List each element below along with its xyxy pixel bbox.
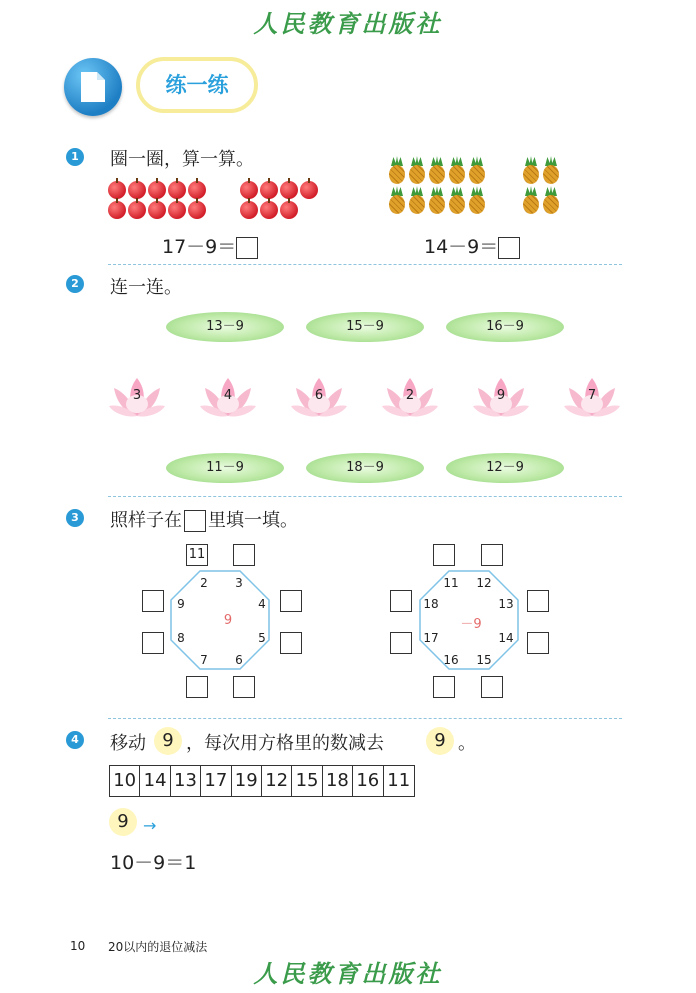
- publisher-footer: 人民教育出版社: [253, 959, 443, 988]
- question-number-1: 1: [66, 148, 84, 166]
- apple-icon: [188, 181, 206, 199]
- lotus-number: 6: [314, 388, 324, 403]
- apple-icon: [148, 181, 166, 199]
- pineapple-icon: [428, 186, 446, 214]
- q3-prompt-before: 照样子在: [110, 510, 182, 531]
- answer-box[interactable]: [142, 632, 164, 654]
- sequence-cell: 10: [110, 766, 140, 796]
- answer-box[interactable]: [390, 590, 412, 612]
- octagon-number: 15: [476, 653, 492, 667]
- chapter-title: 20以内的退位减法: [108, 940, 208, 954]
- q4-prompt-end: 。: [458, 733, 476, 754]
- apple-icon: [280, 201, 298, 219]
- apple-icon: [300, 181, 318, 199]
- leaf-expression[interactable]: 13－9: [166, 312, 284, 342]
- apple-icon: [260, 181, 278, 199]
- sequence-cell: 15: [292, 766, 322, 796]
- apple-group-2: [240, 181, 320, 219]
- apple-group-1: [108, 181, 208, 219]
- apple-icon: [280, 181, 298, 199]
- pineapple-icon: [542, 186, 560, 214]
- sequence-cell: 16: [353, 766, 383, 796]
- lotus-flower[interactable]: [108, 374, 166, 420]
- lotus-number: 4: [223, 388, 233, 403]
- pineapple-icon: [428, 156, 446, 184]
- pineapple-icon: [388, 186, 406, 214]
- q3-prompt-after: 里填一填。: [208, 510, 298, 531]
- example-answer-box: 11: [186, 544, 208, 566]
- answer-box[interactable]: [433, 676, 455, 698]
- sequence-cell: 11: [387, 770, 411, 791]
- divider: [108, 718, 622, 719]
- question-number-2: 2: [66, 275, 84, 293]
- sequence-cell: 13: [171, 766, 201, 796]
- number-sequence: [109, 765, 415, 797]
- question-number-3: 3: [66, 509, 84, 527]
- divider: [108, 496, 622, 497]
- apple-icon: [168, 181, 186, 199]
- octagon-number: 9: [177, 597, 185, 611]
- sequence-cell: 17: [201, 766, 231, 796]
- publisher-header: 人民教育出版社: [253, 9, 443, 38]
- pineapple-icon: [522, 156, 540, 184]
- q1-right-expr: 14－9＝: [424, 236, 499, 258]
- box-icon: [184, 510, 206, 532]
- lotus-number: 7: [587, 388, 597, 403]
- octagon-number: 18: [423, 597, 439, 611]
- leaf-expression[interactable]: 18－9: [306, 453, 424, 483]
- lotus-number: 3: [132, 388, 142, 403]
- apple-icon: [240, 181, 258, 199]
- lotus-flower[interactable]: [199, 374, 257, 420]
- octagon-number: 17: [423, 631, 439, 645]
- q3-prompt: [110, 506, 298, 532]
- apple-icon: [128, 201, 146, 219]
- octagon-number: 3: [235, 576, 243, 590]
- answer-box[interactable]: [527, 632, 549, 654]
- answer-box[interactable]: [390, 632, 412, 654]
- lotus-flower[interactable]: [290, 374, 348, 420]
- octagon-number: 7: [200, 653, 208, 667]
- octagon-number: 12: [476, 576, 492, 590]
- apple-icon: [188, 201, 206, 219]
- answer-box[interactable]: [236, 237, 258, 259]
- apple-icon: [148, 201, 166, 219]
- lotus-flower[interactable]: [563, 374, 621, 420]
- lotus-flower[interactable]: [381, 374, 439, 420]
- octagon-center: －9: [460, 617, 482, 632]
- pineapple-icon: [468, 156, 486, 184]
- octagon-center: 9: [223, 613, 233, 628]
- answer-box[interactable]: [433, 544, 455, 566]
- q4-example-equation: 10－9＝1: [110, 852, 197, 874]
- octagon-number: 8: [177, 631, 185, 645]
- section-title: 练一练: [136, 57, 258, 113]
- leaf-expression[interactable]: 16－9: [446, 312, 564, 342]
- octagon-number: 16: [443, 653, 459, 667]
- movable-number-circle[interactable]: 9: [109, 808, 137, 836]
- octagon-number: 13: [498, 597, 514, 611]
- answer-box[interactable]: [280, 632, 302, 654]
- apple-icon: [128, 181, 146, 199]
- q2-prompt: 连一连。: [110, 277, 182, 298]
- lotus-number: 9: [496, 388, 506, 403]
- answer-box[interactable]: [233, 544, 255, 566]
- answer-box[interactable]: [498, 237, 520, 259]
- number-circle: 9: [426, 727, 454, 755]
- page-number: 10: [70, 939, 86, 953]
- octagon-number: 11: [443, 576, 459, 590]
- lotus-flower[interactable]: [472, 374, 530, 420]
- pineapple-icon: [448, 186, 466, 214]
- pineapple-icon: [542, 156, 560, 184]
- divider: [108, 264, 622, 265]
- q1-left-expr: 17－9＝: [162, 236, 237, 258]
- answer-box[interactable]: [233, 676, 255, 698]
- answer-box[interactable]: [527, 590, 549, 612]
- answer-box[interactable]: [186, 676, 208, 698]
- answer-box[interactable]: [481, 544, 503, 566]
- apple-icon: [108, 201, 126, 219]
- leaf-expression[interactable]: 11－9: [166, 453, 284, 483]
- pineapple-icon: [468, 186, 486, 214]
- pineapple-icon: [408, 186, 426, 214]
- pineapple-icon: [448, 156, 466, 184]
- apple-icon: [260, 201, 278, 219]
- sequence-cell: 12: [262, 766, 292, 796]
- pineapple-icon: [408, 156, 426, 184]
- pineapple-icon: [388, 156, 406, 184]
- arrow-right-icon: →: [143, 816, 157, 835]
- sequence-cell: 19: [232, 766, 262, 796]
- sequence-cell: 14: [140, 766, 170, 796]
- pineapple-group-2: [522, 156, 562, 214]
- leaf-expression[interactable]: 12－9: [446, 453, 564, 483]
- answer-box[interactable]: [280, 590, 302, 612]
- octagon-number: 6: [235, 653, 243, 667]
- q4-prompt-a: 移动: [110, 733, 146, 754]
- apple-icon: [168, 201, 186, 219]
- octagon-number: 14: [498, 631, 514, 645]
- apple-icon: [108, 181, 126, 199]
- question-number-4: 4: [66, 731, 84, 749]
- q4-prompt-b: ，每次用方格里的数减去: [186, 733, 384, 754]
- q1-left-equation: [162, 232, 258, 259]
- octagon-number: 4: [258, 597, 266, 611]
- number-circle: 9: [154, 727, 182, 755]
- pineapple-group-1: [388, 156, 488, 214]
- leaf-expression[interactable]: 15－9: [306, 312, 424, 342]
- sequence-cell: 18: [323, 766, 353, 796]
- pineapple-icon: [522, 186, 540, 214]
- answer-box[interactable]: [142, 590, 164, 612]
- answer-box[interactable]: [481, 676, 503, 698]
- q1-right-equation: [424, 232, 520, 259]
- lotus-number: 2: [405, 388, 415, 403]
- octagon-number: 2: [200, 576, 208, 590]
- octagon-number: 5: [258, 631, 266, 645]
- exercise-page-icon: [64, 58, 122, 116]
- q1-prompt: 圈一圈，算一算。: [110, 149, 254, 170]
- apple-icon: [240, 201, 258, 219]
